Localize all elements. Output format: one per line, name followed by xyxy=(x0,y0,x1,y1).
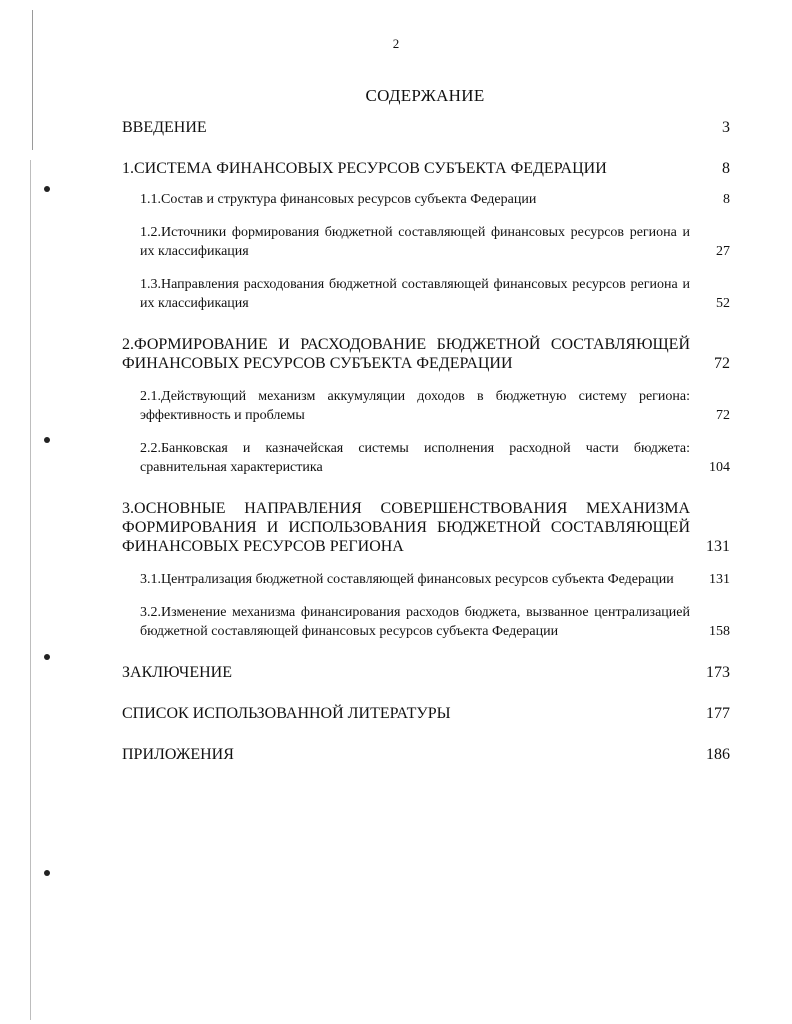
binding-hole-mark xyxy=(44,186,50,192)
toc-entry-text: ПРИЛОЖЕНИЯ xyxy=(122,746,234,763)
toc-entry-text: 2.ФОРМИРОВАНИЕ И РАСХОДОВАНИЕ БЮДЖЕТНОЙ СОСТАВЛЯЮЩЕЙ ФИНАНСОВЫХ РЕСУРСОВ СУБЪЕКТА ФЕДЕРАЦИИ xyxy=(122,336,690,372)
binding-hole-mark xyxy=(44,437,50,443)
toc-entry-appendices[interactable] xyxy=(122,745,730,764)
toc-entry-text: ВВЕДЕНИЕ xyxy=(122,119,207,136)
toc-entry-chapter-3[interactable] xyxy=(122,499,730,556)
toc-entry-page: 131 xyxy=(706,538,730,555)
toc-entry-text: 3.2.Изменение механизма финансирования расходов бюджета, вызванное централизацией бюджетной составляющей финансовых ресурсов субъекта Федерации xyxy=(140,605,690,639)
toc-entry-text: 1.СИСТЕМА ФИНАНСОВЫХ РЕСУРСОВ СУБЪЕКТА ФЕДЕРАЦИИ xyxy=(122,160,607,177)
toc-entry-page: 27 xyxy=(716,244,730,259)
toc-entry-page: 3 xyxy=(722,119,730,136)
toc-entry-section-1-2[interactable] xyxy=(122,223,730,261)
toc-entry-page: 158 xyxy=(709,624,730,639)
toc-entry-introduction[interactable] xyxy=(122,118,730,137)
page-number: 2 xyxy=(392,36,400,51)
toc-entry-text: 2.2.Банковская и казначейская системы исполнения расходной части бюджета: сравнительная характеристика xyxy=(140,441,690,475)
toc-entry-text: 1.2.Источники формирования бюджетной составляющей финансовых ресурсов региона и их классификация xyxy=(140,225,690,259)
toc-entry-page: 52 xyxy=(716,296,730,311)
toc-entry-page: 177 xyxy=(706,705,730,722)
toc-title: СОДЕРЖАНИЕ xyxy=(365,86,485,105)
toc-entry-chapter-1[interactable] xyxy=(122,159,730,178)
toc-entry-section-2-2[interactable] xyxy=(122,439,730,477)
toc-entry-section-1-1[interactable] xyxy=(122,190,730,209)
toc-entry-page: 8 xyxy=(722,160,730,177)
toc-entry-text: ЗАКЛЮЧЕНИЕ xyxy=(122,664,232,681)
toc-entry-page: 72 xyxy=(716,408,730,423)
toc-entry-text: 3.ОСНОВНЫЕ НАПРАВЛЕНИЯ СОВЕРШЕНСТВОВАНИЯ МЕХАНИЗМА ФОРМИРОВАНИЯ И ИСПОЛЬЗОВАНИЯ БЮДЖЕТНОЙ СОСТАВЛЯЮЩЕЙ ФИНАНСОВЫХ РЕСУРСОВ РЕГИОНА xyxy=(122,500,690,555)
toc-entry-section-2-1[interactable] xyxy=(122,387,730,425)
toc-entry-section-3-1[interactable] xyxy=(122,570,730,589)
scan-edge-line xyxy=(32,10,33,150)
toc-entry-text: СПИСОК ИСПОЛЬЗОВАННОЙ ЛИТЕРАТУРЫ xyxy=(122,705,451,722)
toc-entry-page: 131 xyxy=(709,572,730,587)
toc-entry-page: 72 xyxy=(714,355,730,372)
toc-entry-page: 173 xyxy=(706,664,730,681)
toc-entry-page: 8 xyxy=(723,192,730,207)
toc-entry-text: 1.1.Состав и структура финансовых ресурсов субъекта Федерации xyxy=(140,192,537,207)
scan-edge-line xyxy=(30,160,31,1020)
toc-entry-text: 3.1.Централизация бюджетной составляющей финансовых ресурсов субъекта Федерации xyxy=(140,572,674,587)
toc-entry-page: 104 xyxy=(709,460,730,475)
toc-entry-conclusion[interactable] xyxy=(122,663,730,682)
toc-entry-page: 186 xyxy=(706,746,730,763)
toc-entry-text: 2.1.Действующий механизм аккумуляции доходов в бюджетную систему региона: эффективность и проблемы xyxy=(140,389,690,423)
toc-entry-bibliography[interactable] xyxy=(122,704,730,723)
table-of-contents xyxy=(122,118,730,764)
toc-entry-chapter-2[interactable] xyxy=(122,335,730,373)
binding-hole-mark xyxy=(44,870,50,876)
toc-entry-section-3-2[interactable] xyxy=(122,603,730,641)
toc-entry-section-1-3[interactable] xyxy=(122,275,730,313)
binding-hole-mark xyxy=(44,654,50,660)
toc-entry-text: 1.3.Направления расходования бюджетной составляющей финансовых ресурсов региона и их классификация xyxy=(140,277,690,311)
